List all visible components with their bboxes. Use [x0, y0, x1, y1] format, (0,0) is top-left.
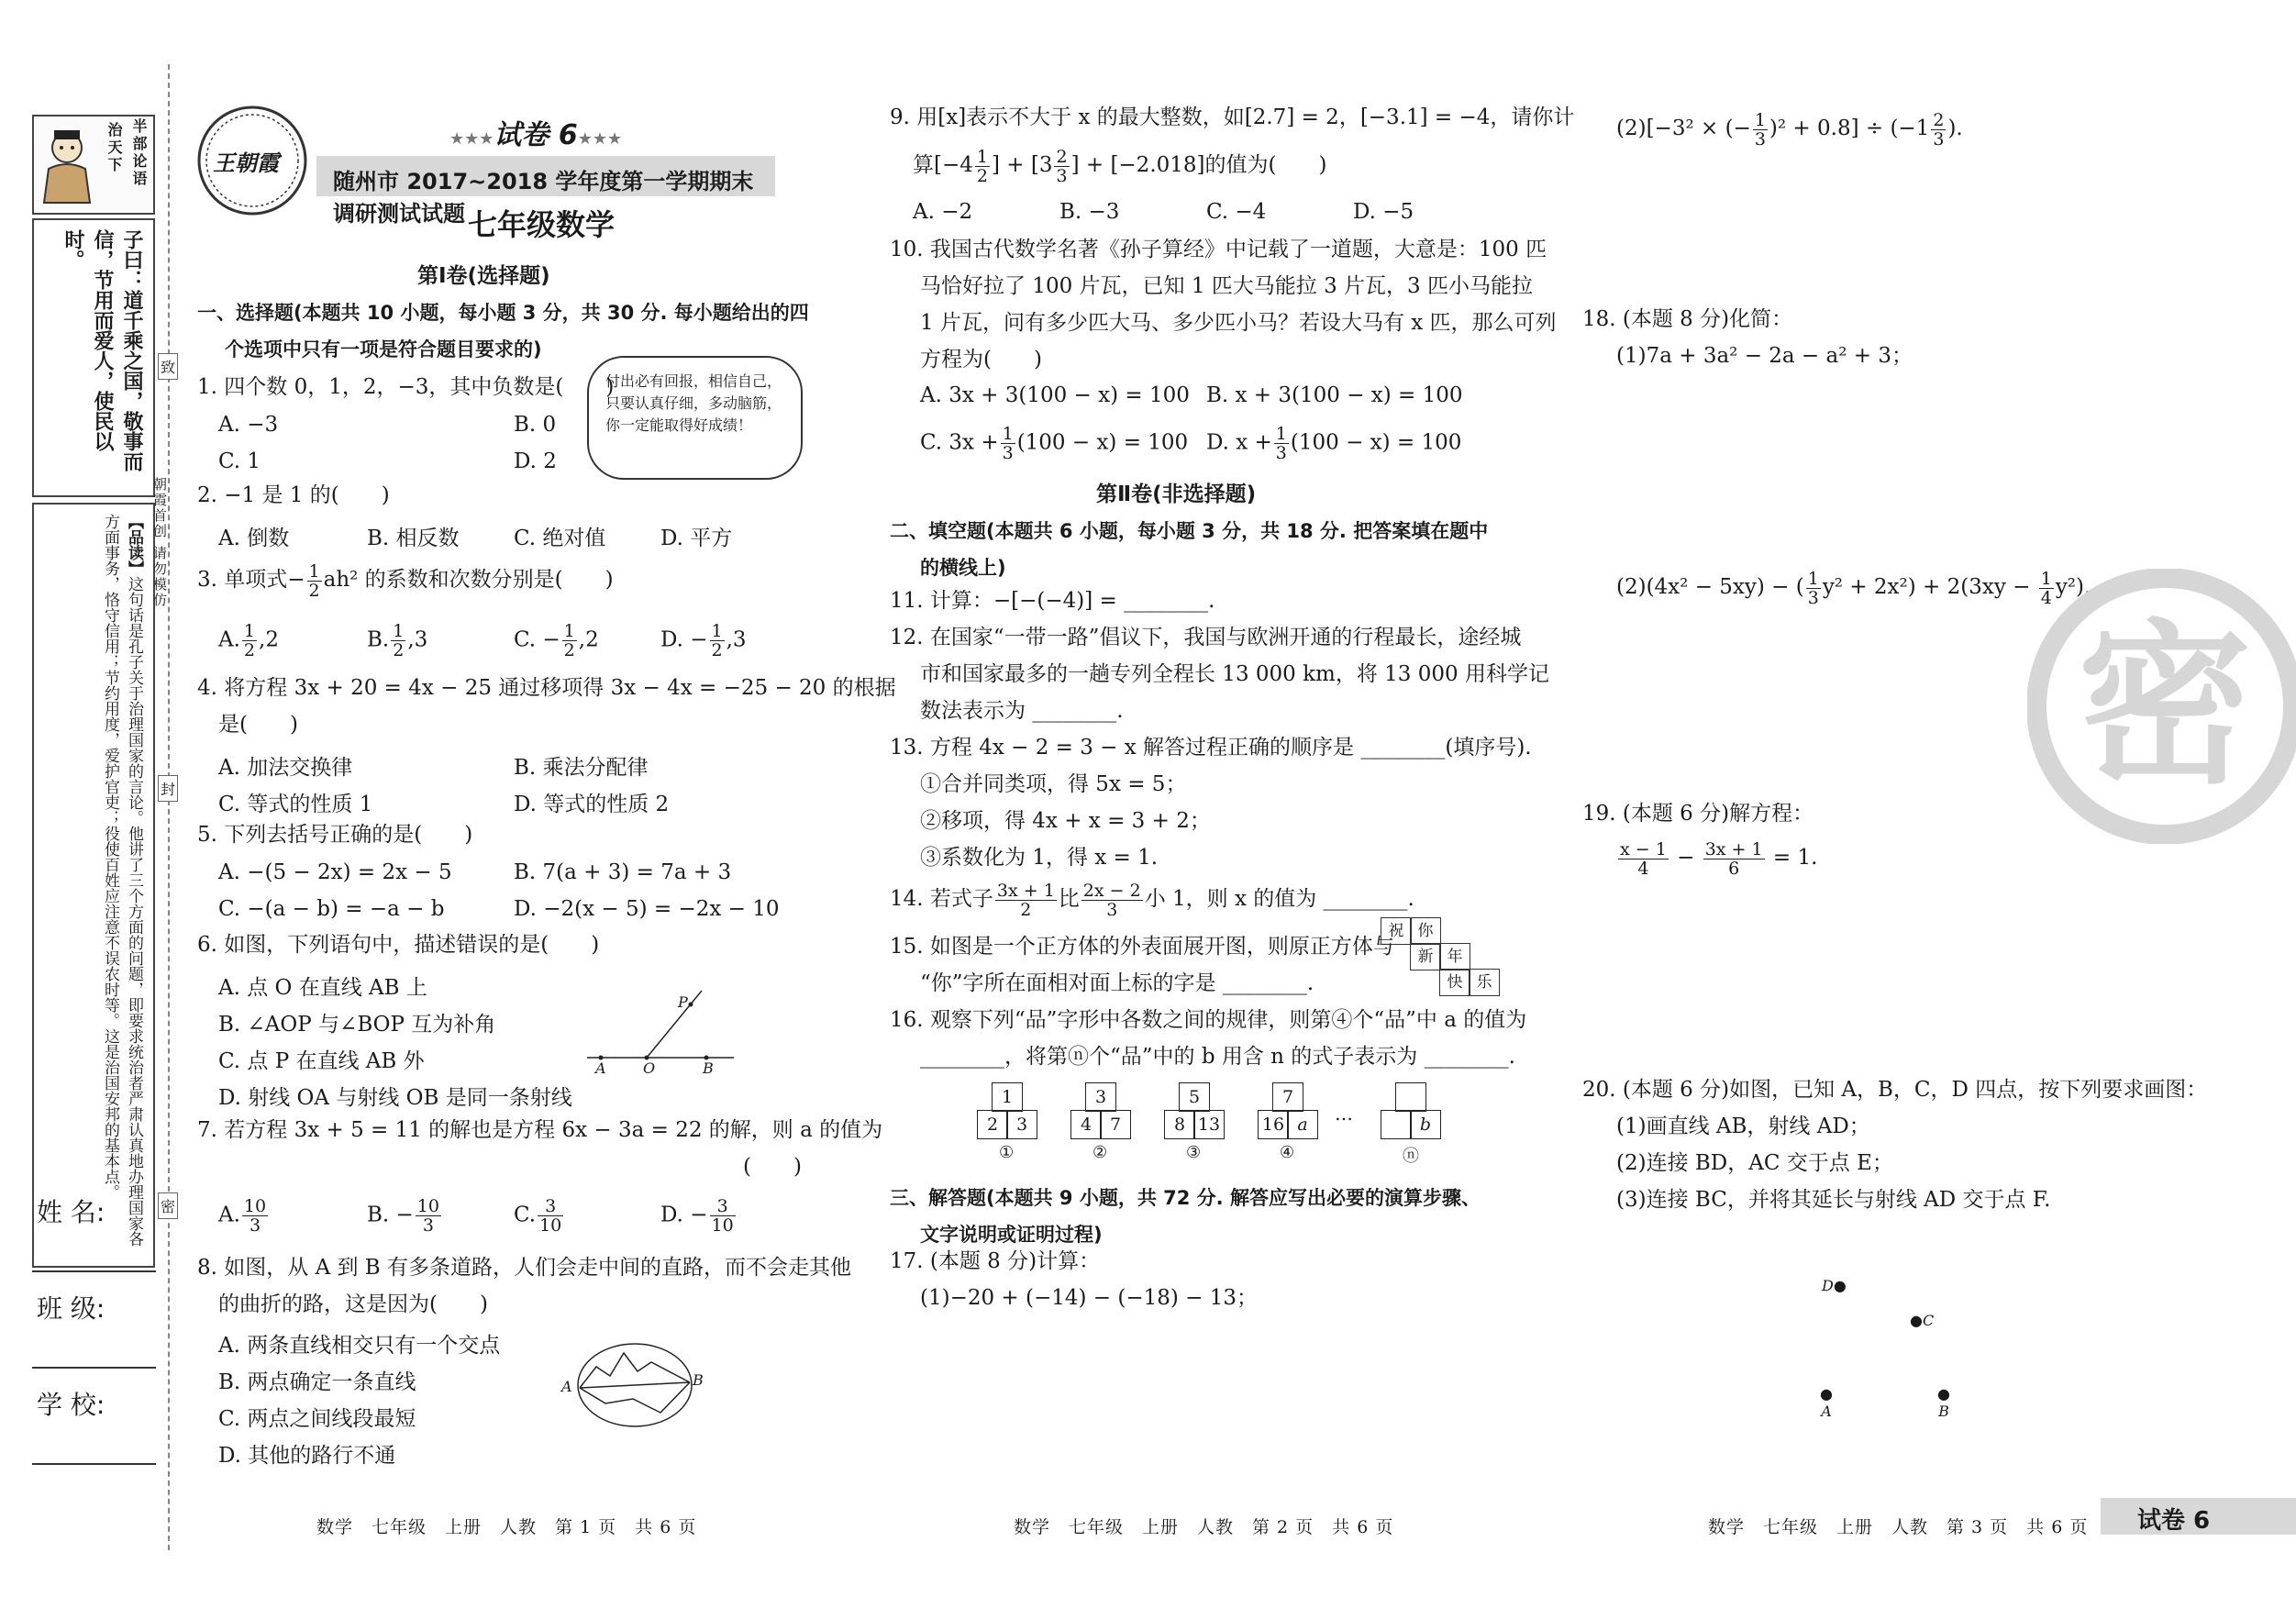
q4-option-d[interactable]: D. 等式的性质 2: [514, 793, 670, 816]
school-field[interactable]: [32, 1463, 156, 1465]
net-cell: 祝: [1381, 917, 1412, 945]
q6-option-c[interactable]: C. 点 P 在直线 AB 外: [218, 1049, 425, 1073]
q7-option-a[interactable]: A. $\frac{10}{3}$: [218, 1196, 267, 1236]
q4-option-b[interactable]: B. 乘法分配律: [514, 756, 649, 780]
section3-intro-2: 文字说明或证明过程): [920, 1224, 1103, 1246]
section1-intro-1: 一、选择题(本题共 10 小题，每小题 3 分，共 30 分. 每小题给出的四: [197, 302, 809, 324]
q19: 19. (本题 6 分)解方程：: [1582, 802, 1814, 826]
name-field[interactable]: [32, 1270, 156, 1272]
net-cell: 快: [1439, 969, 1470, 996]
q6-figure: [582, 986, 738, 1078]
margin-note: 朝霞首创 请勿模仿: [151, 477, 168, 608]
name-label: 姓 名:: [37, 1197, 105, 1227]
q1-option-b[interactable]: B. 0: [514, 413, 557, 437]
q13: 13. 方程 4x − 2 = 3 − x 解答过程正确的顺序是 ________(填序号).: [890, 736, 1532, 760]
q10-line-2: 马恰好拉了 100 片瓦，已知 1 匹大马能拉 3 片瓦，3 匹小马能拉: [920, 274, 1533, 298]
net-cell: 你: [1410, 917, 1441, 945]
q9-stem-2: 算[−4 $\frac{1}{2}$ ] + [3 $\frac{2}{3}$ ] + [−2.018]的值为( ): [913, 146, 1327, 186]
q20-figure: [1816, 1275, 1963, 1422]
q7-option-d[interactable]: D. − $\frac{3}{10}$: [660, 1196, 734, 1236]
margin-mark-2: 封: [158, 775, 178, 802]
sidebar-reading: 【品读】这句话是孔子关于治理国家的言论。他讲了三个方面的问题，即要求统治者严肃认真地办理国家各方面事务，恪守信用；节约用度，爱护官吏；役使百姓应注意不误农时等。这是治国安邦的基本点。: [101, 514, 143, 1247]
net-cell: 乐: [1469, 969, 1500, 996]
q6-label-b: B: [703, 1059, 714, 1077]
q7-option-b[interactable]: B. − $\frac{10}{3}$: [367, 1196, 439, 1236]
q18-part-2: (2)(4x² − 5xy) − ( $\frac{1}{3}$ y² + 2x²) + 2(3xy − $\frac{1}{4}$ y²).: [1616, 568, 2091, 608]
q19-equation: $\frac{x - 1}{4}$ − $\frac{3x + 1}{6}$ = 1.: [1620, 838, 1818, 879]
pin-ellipsis: …: [1335, 1103, 1353, 1125]
q4-option-c[interactable]: C. 等式的性质 1: [218, 793, 373, 816]
q12-line-1: 12. 在国家“一带一路”倡议下，我国与欧洲开通的行程最长，途经城: [890, 626, 1522, 649]
confucius-cartoon-icon: [39, 128, 94, 205]
subject-title: 七年级数学: [468, 207, 616, 242]
sidebar-motto-b: 半部论语: [130, 118, 148, 188]
sidebar: [28, 110, 156, 1541]
section2-intro-1: 二、填空题(本题共 6 小题，每小题 3 分，共 18 分. 把答案填在题中: [890, 520, 1489, 542]
section2-title: 第Ⅱ卷(非选择题): [1096, 482, 1257, 506]
seal-line: [168, 64, 170, 1550]
q20-step-3: (3)连接 BC，并将其延长与射线 AD 交于点 F.: [1616, 1188, 2051, 1212]
q17-part-2: (2)[−3² × (− $\frac{1}{3}$ )² + 0.8] ÷ (−1 $\frac{2}{3}$ ).: [1616, 109, 1963, 150]
section1-intro-2: 个选项中只有一项是符合题目要求的): [225, 338, 542, 360]
footer-tag: 试卷 6: [2137, 1507, 2211, 1535]
pin-4: 7 16 a ④: [1258, 1082, 1316, 1165]
q12-line-3: 数法表示为 ________.: [920, 699, 1124, 723]
q9-option-d[interactable]: D. −5: [1353, 200, 1414, 224]
point-d: D●: [1822, 1277, 1847, 1294]
point-a: ● A: [1820, 1385, 1833, 1420]
pin-figures: [977, 1082, 1454, 1165]
q2-option-d[interactable]: D. 平方: [660, 527, 733, 550]
q9-option-c[interactable]: C. −4: [1206, 200, 1267, 224]
q17-part-1: (1)−20 + (−14) − (−18) − 13；: [920, 1286, 1259, 1310]
q13-step-2: ②移项，得 4x + x = 3 + 2；: [920, 809, 1211, 833]
point-b: ● B: [1937, 1385, 1950, 1420]
q8-option-b[interactable]: B. 两点确定一条直线: [218, 1370, 416, 1394]
exam-title: 随州市 2017~2018 学年度第一学期期末调研测试试题: [333, 169, 754, 227]
encouragement-bubble: 付出必有回报，相信自己，只要认真仔细，多动脑筋，你一定能取得好成绩！: [587, 356, 803, 480]
q10-option-d[interactable]: D. x + $\frac{1}{3}$ (100 − x) = 100: [1206, 424, 1462, 463]
net-cell: 新: [1410, 943, 1441, 970]
q3-option-d[interactable]: D. − $\frac{1}{2}$ ,3: [660, 621, 747, 660]
q13-step-1: ①合并同类项，得 5x = 5；: [920, 772, 1187, 796]
q7-option-c[interactable]: C. $\frac{3}{10}$: [514, 1196, 562, 1236]
pin-2: 3 4 7 ②: [1070, 1082, 1129, 1165]
sidebar-quote-box: [32, 218, 155, 497]
q3-stem: 3. 单项式− $\frac{1}{2}$ ah² 的系数和次数分别是( ): [197, 560, 614, 601]
sidebar-reading-box: [32, 503, 155, 1268]
q10-option-a[interactable]: A. 3x + 3(100 − x) = 100: [920, 383, 1190, 407]
footer-page-2: 数学 七年级 上册 人教 第 2 页 共 6 页: [1014, 1517, 1394, 1537]
school-label: 学 校:: [37, 1390, 105, 1420]
q1-stem: 1. 四个数 0，1，2，−3，其中负数是( ): [197, 375, 615, 399]
q11: 11. 计算：−[−(−4)] = ________.: [890, 589, 1215, 613]
section2-intro-2: 的横线上): [920, 557, 1006, 579]
watermark-stamp: 密: [2027, 569, 2296, 844]
q2-option-b[interactable]: B. 相反数: [367, 527, 460, 550]
q6-option-a[interactable]: A. 点 O 在直线 AB 上: [218, 976, 427, 1000]
q10-line-4: 方程为( ): [920, 348, 1042, 372]
q13-step-3: ③系数化为 1，得 x = 1.: [920, 846, 1159, 870]
section3-intro-1: 三、解答题(本题共 9 小题，共 72 分. 解答应写出必要的演算步骤、: [890, 1187, 1481, 1209]
q8-option-c[interactable]: C. 两点之间线段最短: [218, 1407, 416, 1431]
q2-option-a[interactable]: A. 倒数: [218, 527, 290, 550]
class-label: 班 级:: [37, 1293, 105, 1324]
q8-label-a: A: [561, 1378, 572, 1395]
q9-option-a[interactable]: A. −2: [913, 200, 973, 224]
q8-stem: 8. 如图，从 A 到 B 有多条道路，人们会走中间的直路，而不会走其他: [197, 1256, 852, 1280]
pin-3: 5 8 13 ③: [1164, 1082, 1223, 1165]
logo-text: 王朝霞: [213, 150, 279, 176]
sidebar-quote: 子曰：道千乘之国，敬事而信，节用而爱人，使民以时。: [61, 229, 143, 471]
q8-option-d[interactable]: D. 其他的路行不通: [218, 1444, 396, 1468]
q6-option-b[interactable]: B. ∠AOP 与∠BOP 互为补角: [218, 1013, 496, 1037]
footer-page-3: 数学 七年级 上册 人教 第 3 页 共 6 页: [1708, 1517, 2089, 1537]
q5-option-c[interactable]: C. −(a − b) = −a − b: [218, 897, 445, 921]
q1-option-a[interactable]: A. −3: [218, 413, 279, 437]
q3-option-c[interactable]: C. − $\frac{1}{2}$ ,2: [514, 621, 599, 660]
cube-net: [1381, 917, 1509, 1009]
q2-stem: 2. −1 是 1 的( ): [197, 483, 390, 507]
class-field[interactable]: [32, 1367, 156, 1369]
q20-step-2: (2)连接 BD，AC 交于点 E；: [1616, 1151, 1893, 1175]
q4-option-a[interactable]: A. 加法交换律: [218, 756, 353, 780]
margin-mark-3: 密: [158, 1192, 178, 1219]
q3-option-b[interactable]: B. $\frac{1}{2}$ ,3: [367, 621, 428, 660]
logo-seal: [193, 101, 312, 220]
q5-stem: 5. 下列去括号正确的是( ): [197, 823, 473, 847]
q15-line-2: “你”字所在面相对面上标的字是 ________.: [920, 971, 1314, 995]
margin-mark-1: 致: [158, 353, 178, 380]
q8-stem-2: 的曲折的路，这是因为( ): [218, 1292, 488, 1316]
q16-line-2: ________，将第ⓝ个“品”中的 b 用含 n 的式子表示为 ________.: [920, 1045, 1515, 1069]
q6-option-d[interactable]: D. 射线 OA 与射线 OB 是同一条射线: [218, 1086, 572, 1110]
q1-option-d[interactable]: D. 2: [514, 449, 557, 473]
q7-stem: 7. 若方程 3x + 5 = 11 的解也是方程 6x − 3a = 22 的解，则 a 的值为: [197, 1118, 883, 1142]
q18-part-1: (1)7a + 3a² − 2a − a² + 3；: [1616, 344, 1913, 368]
q7-paren: ( ): [743, 1155, 802, 1179]
q6-label-o: O: [643, 1059, 656, 1077]
q18: 18. (本题 8 分)化简：: [1582, 307, 1793, 331]
q8-label-b: B: [693, 1371, 704, 1389]
q14: 14. 若式子 $\frac{3x + 1}{2}$ 比 $\frac{2x - 2}{3}$ 小 1，则 x 的值为 ________.: [890, 880, 1414, 920]
footer-tag-bar: [2101, 1498, 2296, 1535]
q3-option-a[interactable]: A. $\frac{1}{2}$ ,2: [218, 621, 279, 660]
paper-tag: ★★★试卷 6★★★: [449, 119, 623, 151]
q10-line-3: 1 片瓦，问有多少匹大马、多少匹小马？若设大马有 x 匹，那么可列: [920, 311, 1557, 335]
q4-stem-2: 是( ): [218, 713, 298, 737]
q10-option-b[interactable]: B. x + 3(100 − x) = 100: [1206, 383, 1463, 407]
section1-title: 第Ⅰ卷(选择题): [417, 264, 550, 288]
q6-stem: 6. 如图，下列语句中，描述错误的是( ): [197, 933, 600, 957]
net-cell: 年: [1439, 943, 1470, 970]
sidebar-motto-a: 治天下: [105, 122, 123, 174]
sidebar-header: [32, 115, 155, 215]
q10-line-1: 10. 我国古代数学名著《孙子算经》中记载了一道题，大意是：100 匹: [890, 238, 1547, 261]
q8-option-a[interactable]: A. 两条直线相交只有一个交点: [218, 1334, 501, 1358]
q15-line-1: 15. 如图是一个正方体的外表面展开图，则原正方体与: [890, 935, 1394, 959]
pin-1: 1 2 3 ①: [977, 1082, 1036, 1165]
q8-figure: [560, 1335, 706, 1436]
q9-option-b[interactable]: B. −3: [1059, 200, 1120, 224]
q1-option-c[interactable]: C. 1: [218, 449, 261, 473]
q17: 17. (本题 8 分)计算：: [890, 1249, 1101, 1273]
q6-label-a: A: [595, 1059, 606, 1077]
q10-option-c[interactable]: C. 3x + $\frac{1}{3}$ (100 − x) = 100: [920, 424, 1189, 463]
q16-line-1: 16. 观察下列“品”字形中各数之间的规律，则第④个“品”中 a 的值为: [890, 1008, 1527, 1032]
q6-label-p: P: [678, 993, 688, 1011]
q2-option-c[interactable]: C. 绝对值: [514, 527, 606, 550]
q20-step-1: (1)画直线 AB，射线 AD；: [1616, 1115, 1870, 1138]
q5-option-d[interactable]: D. −2(x − 5) = −2x − 10: [514, 897, 780, 921]
q5-option-a[interactable]: A. −(5 − 2x) = 2x − 5: [218, 860, 452, 884]
q5-option-b[interactable]: B. 7(a + 3) = 7a + 3: [514, 860, 732, 884]
pin-n: b ⓝ: [1381, 1082, 1439, 1165]
q20: 20. (本题 6 分)如图，已知 A，B，C，D 四点，按下列要求画图：: [1582, 1078, 2208, 1102]
q4-stem: 4. 将方程 3x + 20 = 4x − 25 通过移项得 3x − 4x = −25 − 20 的根据: [197, 676, 896, 700]
q12-line-2: 市和国家最多的一趟专列全程长 13 000 km，将 13 000 用科学记: [920, 662, 1549, 686]
point-c: ●C: [1910, 1312, 1935, 1329]
q9-stem: 9. 用[x]表示不大于 x 的最大整数，如[2.7] = 2，[−3.1] = −4，请你计: [890, 105, 1575, 129]
footer-page-1: 数学 七年级 上册 人教 第 1 页 共 6 页: [316, 1517, 697, 1537]
